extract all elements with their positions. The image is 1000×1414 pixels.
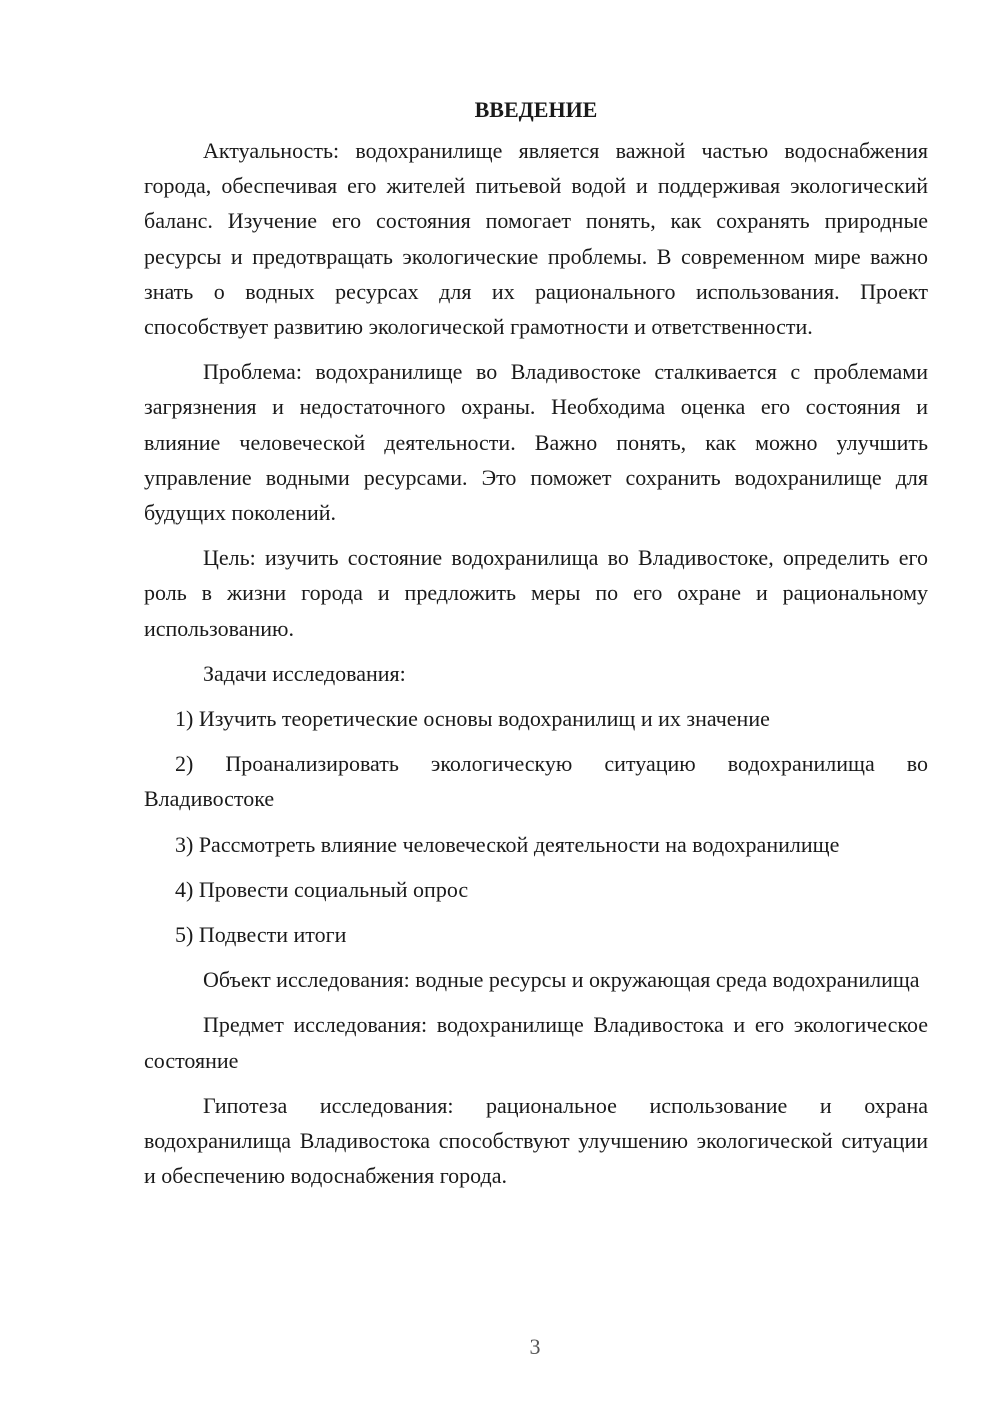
document-page <box>144 92 928 1203</box>
hypothesis-paragraph: Гипотеза исследования: рациональное использование и охрана водохранилища Владивостока способствуют улучшению экологической ситуации и обеспечению водоснабжения города. <box>144 1092 928 1189</box>
object-paragraph: Объект исследования: водные ресурсы и окружающая среда водохранилища <box>203 967 920 993</box>
page-number: 3 <box>529 1334 541 1359</box>
subject-paragraph: Предмет исследования: водохранилище Владивостока и его экологическое состояние <box>144 1012 928 1073</box>
problem-paragraph: Проблема: водохранилище во Владивостоке сталкивается с проблемами загрязнения и недостаточного охраны. Необходима оценка его состояния и влияние человеческой деятельности. Важно понять, как можно улучшить управление водными ресурсами. Это поможет сохранить водохранилище для будущих поколений. <box>144 359 928 526</box>
page-title: ВВЕДЕНИЕ <box>474 97 598 122</box>
goal-paragraph: Цель: изучить состояние водохранилища во Владивостоке, определить его роль в жизни города и предложить меры по его охране и рациональному использованию. <box>144 545 928 641</box>
task-item-3: 3) Рассмотреть влияние человеческой деятельности на водохранилище <box>175 831 840 857</box>
task-item-2: 2) Проанализировать экологическую ситуацию водохранилища во Владивостоке <box>144 751 928 812</box>
task-item-4: 4) Провести социальный опрос <box>175 876 469 902</box>
task-item-5: 5) Подвести итоги <box>175 922 347 948</box>
task-item-1: 1) Изучить теоретические основы водохранилищ и их значение <box>175 706 770 732</box>
relevance-paragraph: Актуальность: водохранилище является важной частью водоснабжения города, обеспечивая его жителей питьевой водой и поддерживая экологический баланс. Изучение его состояния помогает понять, как сохранять природные ресурсы и предотвращать экологические проблемы. В современном мире важно знать о водных ресурсах для их рационального использования. Проект способствует развитию экологической грамотности и ответственности. <box>144 138 928 340</box>
tasks-title: Задачи исследования: <box>203 660 406 686</box>
